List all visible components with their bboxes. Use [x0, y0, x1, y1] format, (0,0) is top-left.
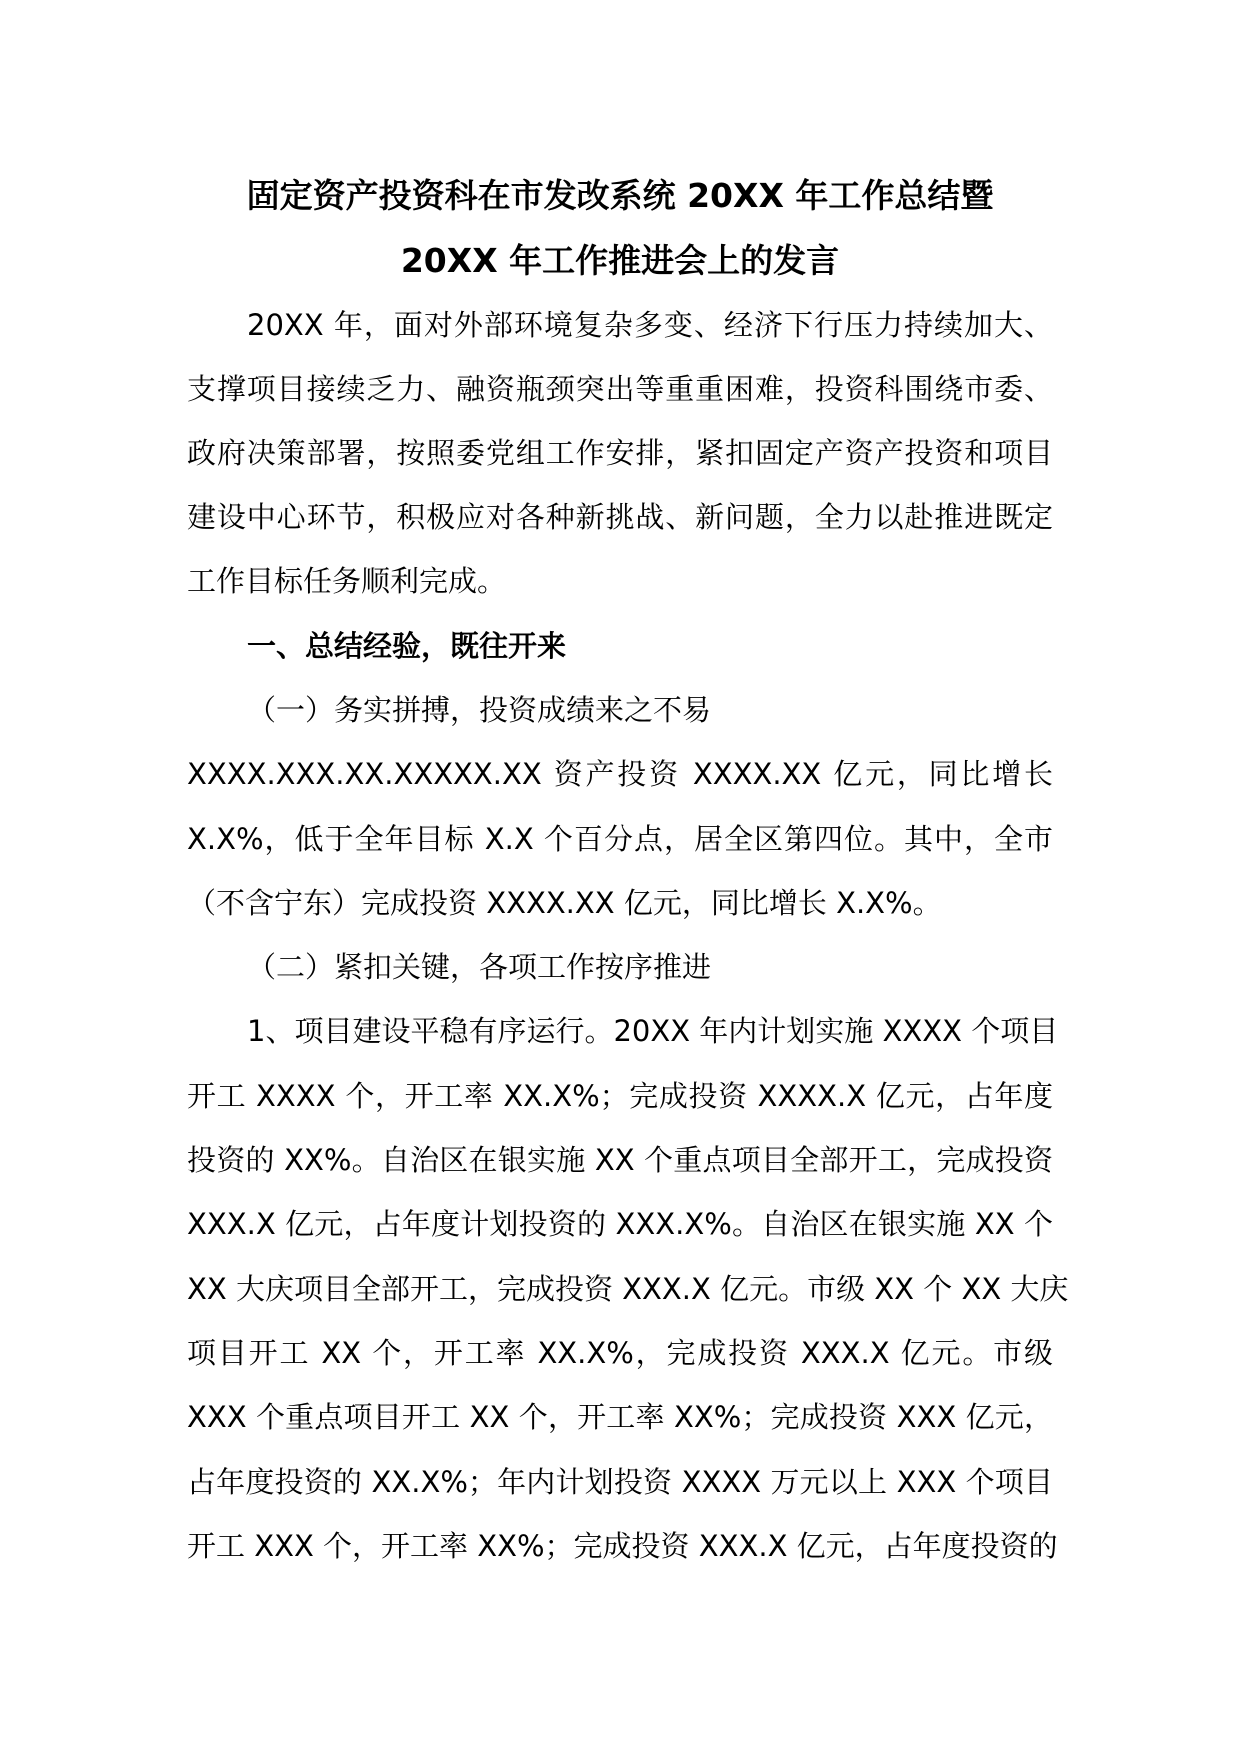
intro-line-1: 20XX 年，面对外部环境复杂多变、经济下行压力持续加大、: [247, 308, 1053, 342]
item1-line-7: XXX 个重点项目开工 XX 个，开工率 XX%；完成投资 XXX 亿元，: [187, 1400, 1053, 1434]
intro-line-3: 政府决策部署，按照委党组工作安排，紧扣固定产资产投资和项目: [187, 436, 1053, 470]
sub1-line-2: X.X%，低于全年目标 X.X 个百分点，居全区第四位。其中，全市: [187, 822, 1053, 856]
item1-line-9: 开工 XXX 个，开工率 XX%；完成投资 XXX.X 亿元，占年度投资的: [187, 1529, 1058, 1563]
item1-line-6: 项目开工 XX 个，开工率 XX.X%，完成投资 XXX.X 亿元。市级: [187, 1336, 1053, 1370]
subheading-1: （一）务实拼搏，投资成绩来之不易: [247, 693, 712, 727]
item1-line-8: 占年度投资的 XX.X%；年内计划投资 XXXX 万元以上 XXX 个项目: [187, 1465, 1053, 1499]
item1-line-2: 开工 XXXX 个，开工率 XX.X%；完成投资 XXXX.X 亿元，占年度: [187, 1079, 1053, 1113]
sub1-line-3: （不含宁东）完成投资 XXXX.XX 亿元，同比增长 X.X%。: [187, 886, 942, 920]
document-title-line-1: 固定资产投资科在市发改系统 20XX 年工作总结暨: [246, 176, 994, 215]
subheading-2: （二）紧扣关键，各项工作按序推进: [247, 950, 712, 984]
item1-line-1: 1、项目建设平稳有序运行。20XX 年内计划实施 XXXX 个项目: [247, 1014, 1059, 1048]
intro-line-5: 工作目标任务顺利完成。: [187, 564, 507, 598]
intro-line-4: 建设中心环节，积极应对各种新挑战、新问题，全力以赴推进既定: [187, 500, 1053, 534]
item1-line-3: 投资的 XX%。自治区在银实施 XX 个重点项目全部开工，完成投资: [187, 1143, 1053, 1177]
section-heading-1: 一、总结经验，既往开来: [247, 629, 567, 663]
document-title-line-2: 20XX 年工作推进会上的发言: [400, 241, 840, 280]
item1-line-5: XX 大庆项目全部开工，完成投资 XXX.X 亿元。市级 XX 个 XX 大庆: [187, 1272, 1069, 1306]
intro-line-2: 支撑项目接续乏力、融资瓶颈突出等重重困难，投资科围绕市委、: [187, 372, 1053, 406]
item1-line-4: XXX.X 亿元，占年度计划投资的 XXX.X%。自治区在银实施 XX 个: [187, 1207, 1053, 1241]
sub1-line-1: XXXX.XXX.XX.XXXXX.XX 资产投资 XXXX.XX 亿元，同比增长: [187, 757, 1053, 791]
